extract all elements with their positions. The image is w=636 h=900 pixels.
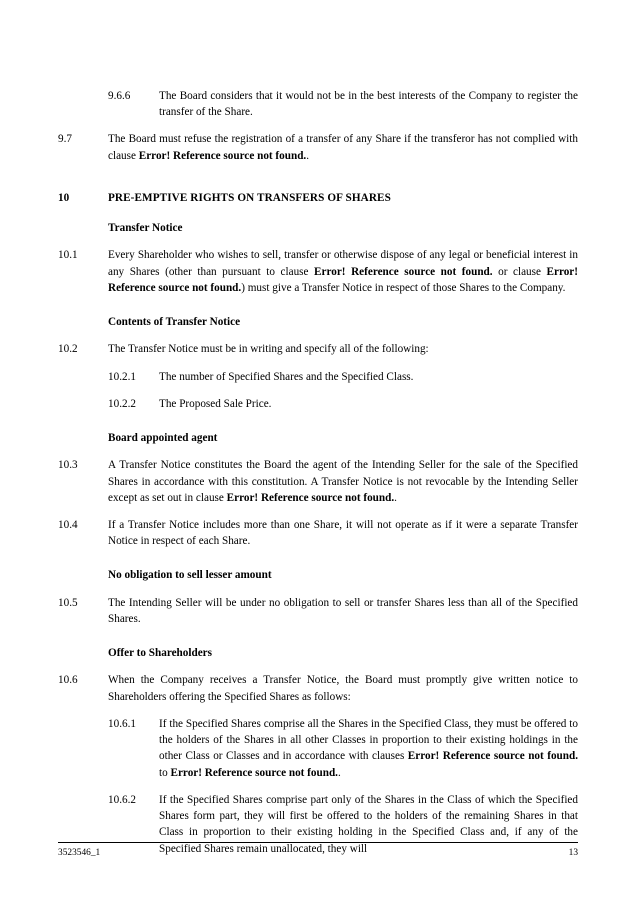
clause-text: The number of Specified Shares and the Specified Class. <box>159 370 414 383</box>
clause-10-6 <box>58 672 578 704</box>
clause-text-part: . <box>337 766 341 779</box>
clause-text: The Board considers that it would not be in the best interests of the Company to register the transfer of the Share. <box>159 90 578 119</box>
clause-text-part: to <box>159 766 171 779</box>
heading-number: 10 <box>58 191 70 204</box>
clause-text: The Proposed Sale Price. <box>159 397 272 410</box>
clause-number: 10.4 <box>58 518 78 531</box>
reference-error: Error! Reference source not found. <box>407 750 579 763</box>
sub-heading-transfer-notice: Transfer Notice <box>108 222 183 235</box>
clause-text-part: A Transfer Notice constitutes the Board the agent of the Intending Seller for the sale of the Specified Shares in accordance with this constitution. A Transfer Notice is not revocable by the Intending Seller except as set out in clause <box>108 459 578 504</box>
clause-number: 9.7 <box>58 133 72 146</box>
clause-10-5 <box>58 595 578 627</box>
sub-heading-board-appointed-agent: Board appointed agent <box>108 432 218 445</box>
clause-text <box>108 247 578 296</box>
heading-title: PRE-EMPTIVE RIGHTS ON TRANSFERS OF SHARES <box>108 191 391 204</box>
sub-heading-contents-of-transfer-notice: Contents of Transfer Notice <box>108 316 241 329</box>
clause-text <box>108 131 578 163</box>
clause-number: 10.2 <box>58 343 78 356</box>
clause-9-7 <box>58 131 578 163</box>
clause-10-2 <box>58 341 578 357</box>
clause-text: The Intending Seller will be under no obligation to sell or transfer Shares less than all of the Specified Shares. <box>108 596 578 625</box>
clause-number: 10.6.2 <box>108 793 136 806</box>
clause-number: 10.3 <box>58 459 78 472</box>
document-body <box>58 88 578 857</box>
clause-text: The Transfer Notice must be in writing and specify all of the following: <box>108 343 429 356</box>
clause-9-6-6 <box>58 88 578 120</box>
sub-heading-offer-to-shareholders: Offer to Shareholders <box>108 647 212 660</box>
clause-number: 9.6.6 <box>108 90 131 102</box>
clause-number: 10.1 <box>58 249 78 262</box>
page-footer <box>58 842 578 858</box>
clause-text-part: The Board must refuse the registration of a transfer of any Share if the transferor has not complied with clause <box>108 133 578 162</box>
reference-error: Error! Reference source not found. <box>170 766 338 779</box>
clause-10-6-1 <box>58 716 578 781</box>
clause-text: When the Company receives a Transfer Notice, the Board must promptly give written notice to Shareholders offering the Specified Shares as follows: <box>108 674 578 703</box>
footer-row <box>58 848 578 858</box>
clause-10-3 <box>58 457 578 506</box>
footer-reference: 3523546_1 <box>58 848 101 858</box>
footer-page-number: 13 <box>568 848 578 858</box>
clause-10-1 <box>58 247 578 296</box>
reference-error: Error! Reference source not found. <box>314 265 493 278</box>
clause-10-4 <box>58 517 578 549</box>
clause-text-part: If the Specified Shares comprise all the Shares in the Specified Class, they must be offered to the holders of the Shares in all other Classes in proportion to their existing holdings in the other Class or Classes and in accordance with clauses <box>159 717 578 763</box>
clause-text <box>159 716 578 781</box>
reference-error: Error! Reference source not found. <box>138 149 307 162</box>
footer-divider <box>58 842 578 843</box>
reference-error: Error! Reference source not found. <box>108 265 578 294</box>
clause-text-part: . <box>394 491 397 504</box>
clause-number: 10.6.1 <box>108 717 136 730</box>
clause-text <box>108 457 578 506</box>
sub-heading-no-obligation-to-sell-lesser-amount: No obligation to sell lesser amount <box>108 569 272 582</box>
clause-text: If the Specified Shares comprise part only of the Shares in the Class of which the Specified Shares form part, they will first be offered to the holders of the remaining Shares in that Class in proportion to their existing holding in the Specified Class and, if any of the Specified Shares remain unallocated, they will <box>159 793 578 855</box>
clause-number: 10.5 <box>58 596 78 609</box>
clause-text-part: Every Shareholder who wishes to sell, transfer or otherwise dispose of any legal or beneficial interest in any Shares (other than pursuant to clause <box>108 249 578 278</box>
clause-text-part: ) must give a Transfer Notice in respect of those Shares to the Company. <box>241 281 566 294</box>
clause-10-2-2 <box>58 396 578 412</box>
clause-number: 10.2.1 <box>108 370 136 383</box>
reference-error: Error! Reference source not found. <box>226 491 395 504</box>
clause-text-part: . <box>306 149 310 162</box>
clause-number: 10.6 <box>58 674 78 687</box>
clause-number: 10.2.2 <box>108 397 136 410</box>
clause-10-2-1 <box>58 369 578 385</box>
clause-text-part: or clause <box>492 265 547 278</box>
clause-text: If a Transfer Notice includes more than one Share, it will not operate as if it were a separate Transfer Notice in respect of each Share. <box>108 518 578 548</box>
heading-clause-10 <box>58 190 578 206</box>
